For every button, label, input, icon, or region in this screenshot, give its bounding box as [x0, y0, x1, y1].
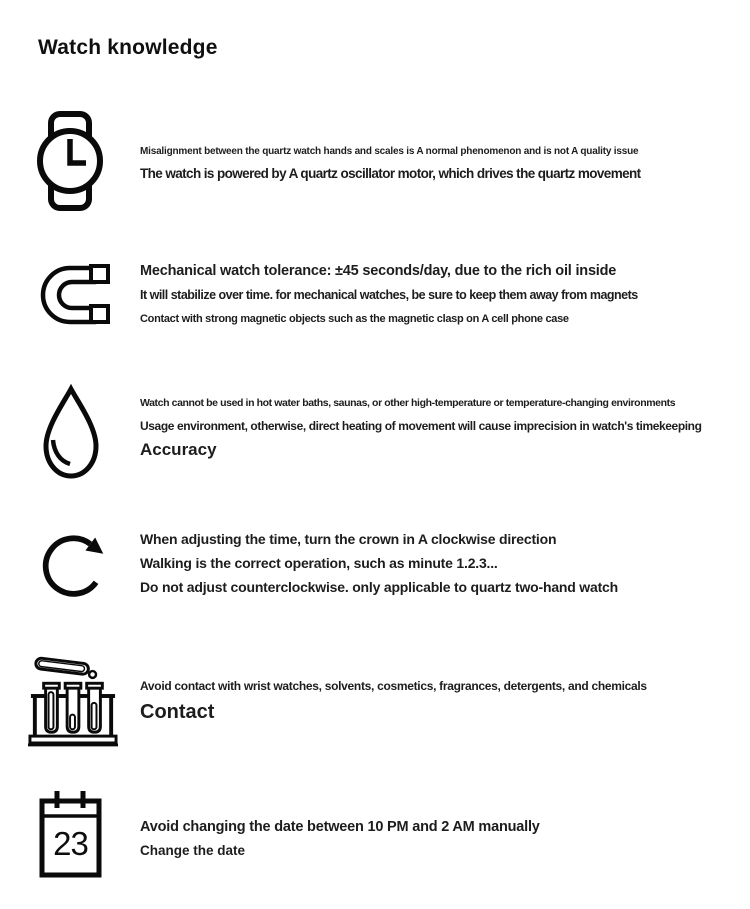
wristwatch-icon: [35, 110, 105, 212]
chemicals-test-tubes-icon: [28, 644, 118, 748]
text-line: Avoid changing the date between 10 PM and 2 AM manually: [140, 819, 540, 835]
text-line: Walking is the correct operation, such as minute 1.2.3...: [140, 555, 498, 571]
text-line: When adjusting the time, turn the crown in A clockwise direction: [140, 531, 557, 547]
text-line: Contact with strong magnetic objects such as the magnetic clasp on A cell phone case: [140, 313, 569, 325]
section-heading: Change the date: [140, 843, 246, 858]
text-line: Avoid contact with wrist watches, solvents, cosmetics, fragrances, detergents, and chemicals: [140, 679, 647, 693]
section-heading: Contact: [140, 701, 215, 723]
section-chemical-contact: [140, 676, 744, 727]
text-line: Mechanical watch tolerance: ±45 seconds/day, due to the rich oil inside: [140, 263, 617, 279]
calendar-icon: [37, 789, 104, 878]
magnet-icon: [36, 262, 114, 326]
section-accuracy: [140, 392, 744, 461]
text-line: The watch is powered by A quartz oscillator motor, which drives the quartz movement: [140, 166, 641, 181]
section-magnetism: [140, 259, 744, 331]
section-change-date: [140, 815, 744, 863]
text-line: Usage environment, otherwise, direct heating of movement will cause imprecision in watch's timekeeping: [140, 419, 702, 433]
section-crown-adjustment: [140, 527, 744, 599]
text-line: Misalignment between the quartz watch hands and scales is A normal phenomenon and is not A quality issue: [140, 146, 639, 157]
section-heading: Accuracy: [140, 440, 217, 459]
text-line: Watch cannot be used in hot water baths, saunas, or other high-temperature or temperature-changing environments: [140, 397, 676, 409]
water-drop-icon: [37, 383, 105, 482]
calendar-day-number: 23: [53, 825, 88, 862]
page-title: Watch knowledge: [38, 36, 218, 59]
section-quartz-movement: [140, 141, 744, 185]
clockwise-arrow-icon: [36, 521, 112, 611]
text-line: It will stabilize over time. for mechanical watches, be sure to keep them away from magnets: [140, 288, 638, 302]
text-line: Do not adjust counterclockwise. only applicable to quartz two-hand watch: [140, 579, 618, 595]
